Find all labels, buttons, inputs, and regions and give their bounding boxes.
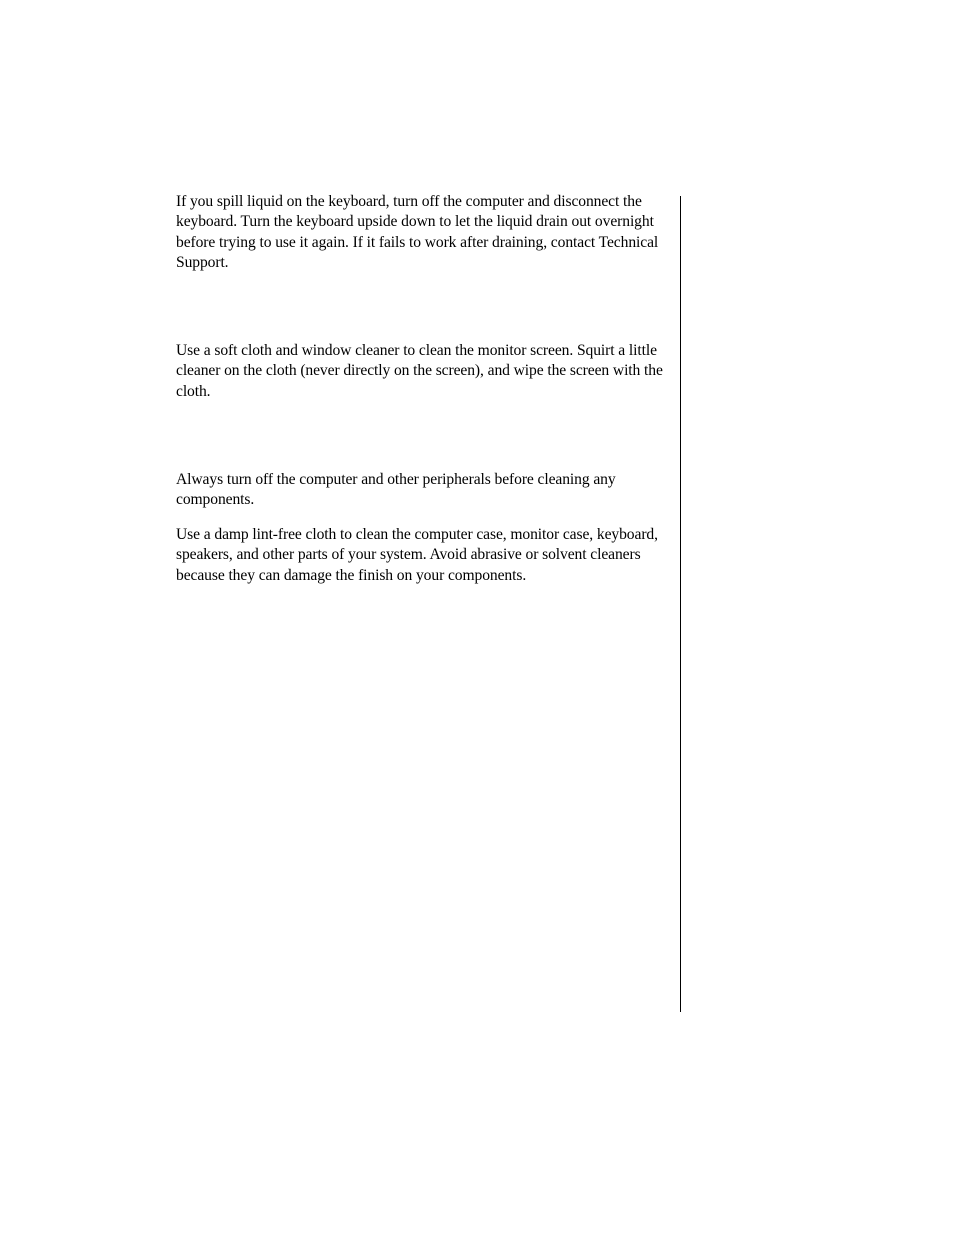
vertical-margin-rule (680, 196, 681, 1012)
paragraph-case-cleaning: Use a damp lint-free cloth to clean the computer case, monitor case, keyboard, speakers, and other parts of your system. Avoid abrasive or solvent cleaners because they can damage the finish on your components. (176, 526, 658, 584)
paragraph-keyboard-spill: If you spill liquid on the keyboard, turn off the computer and disconnect the keyboard. Turn the keyboard upside down to let the liquid drain out overnight before trying to use it again. If it fails to work after draining, contact Technical Support. (176, 193, 659, 272)
paragraph-turn-off-before-cleaning: Always turn off the computer and other peripherals before cleaning any components. (176, 471, 616, 509)
paragraph-monitor-cleaning: Use a soft cloth and window cleaner to clean the monitor screen. Squirt a little cleaner on the cloth (never directly on the screen), and wipe the screen with the cloth. (176, 342, 663, 400)
